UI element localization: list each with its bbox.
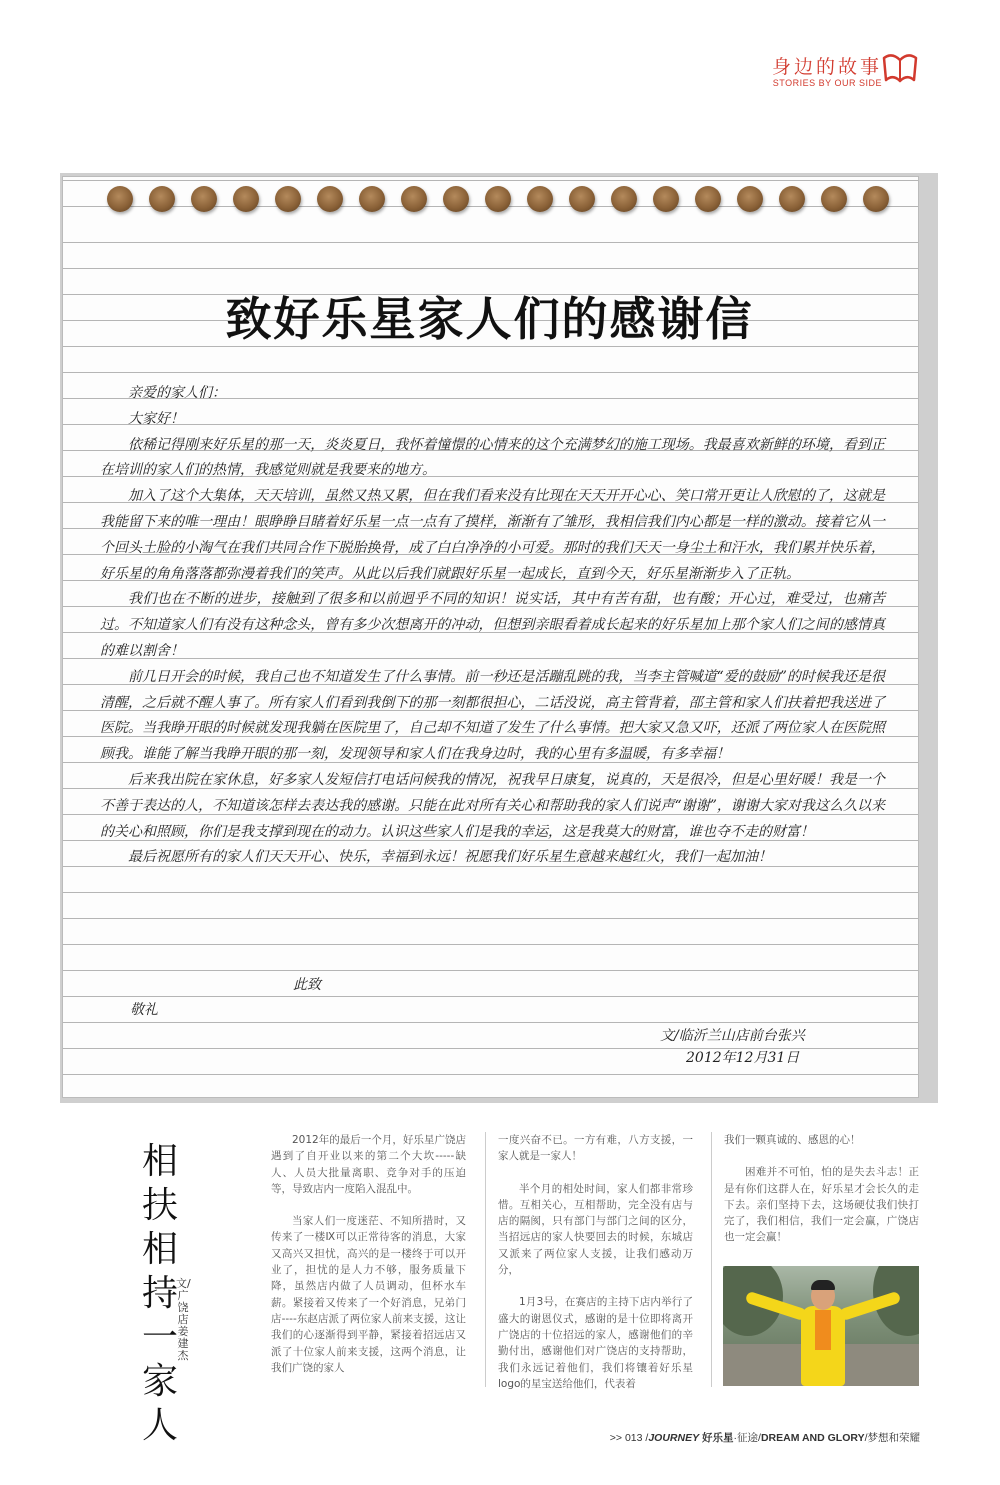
article-paragraph: 半个月的相处时间，家人们都非常珍惜。互相关心，互相帮助，完全没有店与店的隔阂，只有部门与部门之间的区分，当招远店的家人快要回去的时候，东城店又派来了两位家人支援，让我们感动万分， [498, 1182, 693, 1277]
photo-person-shirt [815, 1310, 831, 1350]
binder-hole [653, 186, 679, 212]
footer-dream: DREAM AND GLORY [760, 1432, 865, 1444]
binder-hole [107, 186, 133, 212]
letter-salutation: 亲爱的家人们： [128, 385, 226, 401]
binder-hole [149, 186, 175, 212]
article-column-2 [498, 1132, 693, 1408]
binder-hole [527, 186, 553, 212]
letter-body [100, 381, 885, 871]
article-paragraph: 当家人们一度迷茫、不知所措时，又传来了一楼Ⅸ可以正常待客的消息，大家又高兴又担忧，高兴的是一楼终于可以开业了，担忧的是人力不够，服务质量下降，虽然店内做了人员调动，但杯水车薪。紧接着又传来了一个好消息，兄弟门店----东赵店派了两位家人前来支援，这让我们的心逐渐得到平静，紧接着招远店又派了十位家人前来支援，这两个消息，让我们广饶的家人 [271, 1215, 466, 1374]
binder-hole [401, 186, 427, 212]
article-column-1 [271, 1132, 466, 1392]
article-title: 相扶相持一家人 [141, 1141, 178, 1446]
footer-dream-cn: /梦想和荣耀 [864, 1432, 920, 1444]
article-paragraph: 1月3号，在赛店的主持下店内举行了盛大的谢恩仪式，感谢的是十位即将离开广饶店的十位招远的家人，感谢他们的辛勤付出，感谢他们对广饶店的支持帮助，我们永远记着他们，我们将镶着好乐星logo的星宝送给他们，代表着 [498, 1296, 693, 1390]
article-byline: 文/广饶店姜建杰 [176, 1277, 191, 1362]
binder-hole [485, 186, 511, 212]
binder-hole [317, 186, 343, 212]
binder-hole [359, 186, 385, 212]
letter-paragraph: 加入了这个大集体，天天培训，虽然又热又累，但在我们看来没有比现在天天开开心心、笑口常开更让人欣慰的了，这就是我能留下来的唯一理由！眼睁睁目睹着好乐星一点一点有了摸样，渐渐有了雏形，我相信我们内心都是一样的激动。接着它从一个回头土脸的小淘气在我们共同合作下脱胎换骨，成了白白净净的小可爱。那时的我们天天一身尘土和汗水，我们累并快乐着，好乐星的角角落落都弥漫着我们的笑声。从此以后我们就跟好乐星一起成长，直到今天，好乐星渐渐步入了正轨。 [100, 488, 885, 582]
author-photo [723, 1266, 919, 1386]
footer-journey: JOURNEY [648, 1432, 700, 1444]
letter-greeting: 大家好！ [128, 410, 184, 427]
open-book-icon [880, 50, 920, 86]
letter-paragraph: 前几日开会的时候，我自己也不知道发生了什么事情。前一秒还是活蹦乱跳的我，当李主管喊道“爱的鼓励”的时候我还是很清醒，之后就不醒人事了。所有家人们看到我倒下的那一刻都很担心，二话没说，高主管背着，邵主管和家人们扶着把我送进了医院。当我睁开眼的时候就发现我躺在医院里了，自己却不知道了发生了什么事情。把大家又急又吓，还派了两位家人在医院照顾我。谁能了解当我睁开眼的那一刻，发现领导和家人们在我身边时，我的心里有多温暖，有多幸福！ [100, 668, 885, 763]
article-paragraph: 我们一颗真诚的、感恩的心！ [724, 1134, 861, 1146]
binder-hole [863, 186, 889, 212]
article-paragraph: 困难并不可怕，怕的是失去斗志！正是有你们这群人在，好乐星才会长久的走下去。亲们坚持下去，这场硬仗我们快打完了，我们相信，我们一定会赢，广饶店也一定会赢！ [724, 1166, 919, 1244]
binder-hole [191, 186, 217, 212]
binder-hole [611, 186, 637, 212]
letter-author: 文/临沂兰山店前台张兴 [660, 1028, 805, 1044]
footer-separator: · [733, 1432, 738, 1444]
binder-hole [233, 186, 259, 212]
article-paragraph: 一度兴奋不已。一方有难，八方支援，一家人就是一家人！ [498, 1134, 693, 1163]
binder-hole [569, 186, 595, 212]
letter-date: 2012年12月31日 [686, 1050, 800, 1066]
binder-holes [105, 186, 895, 216]
letter-paragraph: 我们也在不断的进步，接触到了很多和以前迥乎不同的知识！说实话，其中有苦有甜，也有酸；开心过，难受过，也痛苦过。不知道家人们有没有这种念头，曾有多少次想离开的冲动，但想到亲眼看着成长起来的好乐星加上那个家人们之间的感情真的难以割舍！ [100, 591, 885, 659]
binder-hole [695, 186, 721, 212]
binder-hole [779, 186, 805, 212]
column-divider [485, 1132, 486, 1387]
article-paragraph: 2012年的最后一个月，好乐星广饶店遇到了自开业以来的第二个大坎-----缺人、人员大批量离职、竞争对手的压迫等，导致店内一度陷入混乱中。 [271, 1134, 466, 1195]
article-column-3 [724, 1132, 919, 1262]
letter-title: 致好乐星家人们的感谢信 [225, 292, 754, 346]
letter-paragraph: 后来我出院在家休息，好多家人发短信打电话问候我的情况，祝我早日康复，说真的，天是很冷，但是心里好暖！我是一个不善于表达的人，不知道该怎样去表达我的感谢。只能在此对所有关心和帮助我的家人们说声“谢谢”，谢谢大家对我这么久以来的关心和照顾，你们是我支撑到现在的动力。认识这些家人们是我的幸运，这是我莫大的财富，谁也夺不走的财富！ [100, 771, 885, 840]
page-number: >> 013 / [609, 1432, 649, 1444]
binder-hole [737, 186, 763, 212]
column-divider [711, 1132, 712, 1387]
section-subtitle: STORIES BY OUR SIDE [772, 78, 882, 88]
binder-hole [275, 186, 301, 212]
section-title: 身边的故事 [771, 56, 882, 78]
photo-person-hair [811, 1280, 835, 1290]
letter-paragraph: 依稀记得刚来好乐星的那一天，炎炎夏日，我怀着憧憬的心情来的这个充满梦幻的施工现场。我最喜欢新鲜的环境，看到正在培训的家人们的热情，我感觉则就是我要来的地方。 [100, 436, 885, 479]
letter-paragraph: 最后祝愿所有的家人们天天开心、快乐，幸福到永远！祝愿我们好乐星生意越来越红火，我们一起加油！ [128, 849, 772, 866]
binder-hole [821, 186, 847, 212]
section-header [772, 52, 882, 88]
page-footer [610, 1430, 920, 1445]
footer-zhengtu: 征途/ [737, 1432, 761, 1444]
binder-hole [443, 186, 469, 212]
letter-closing-salute: 敬礼 [130, 1002, 158, 1018]
letter-closing: 此致 [293, 977, 321, 993]
footer-brand: 好乐星 [702, 1432, 734, 1444]
